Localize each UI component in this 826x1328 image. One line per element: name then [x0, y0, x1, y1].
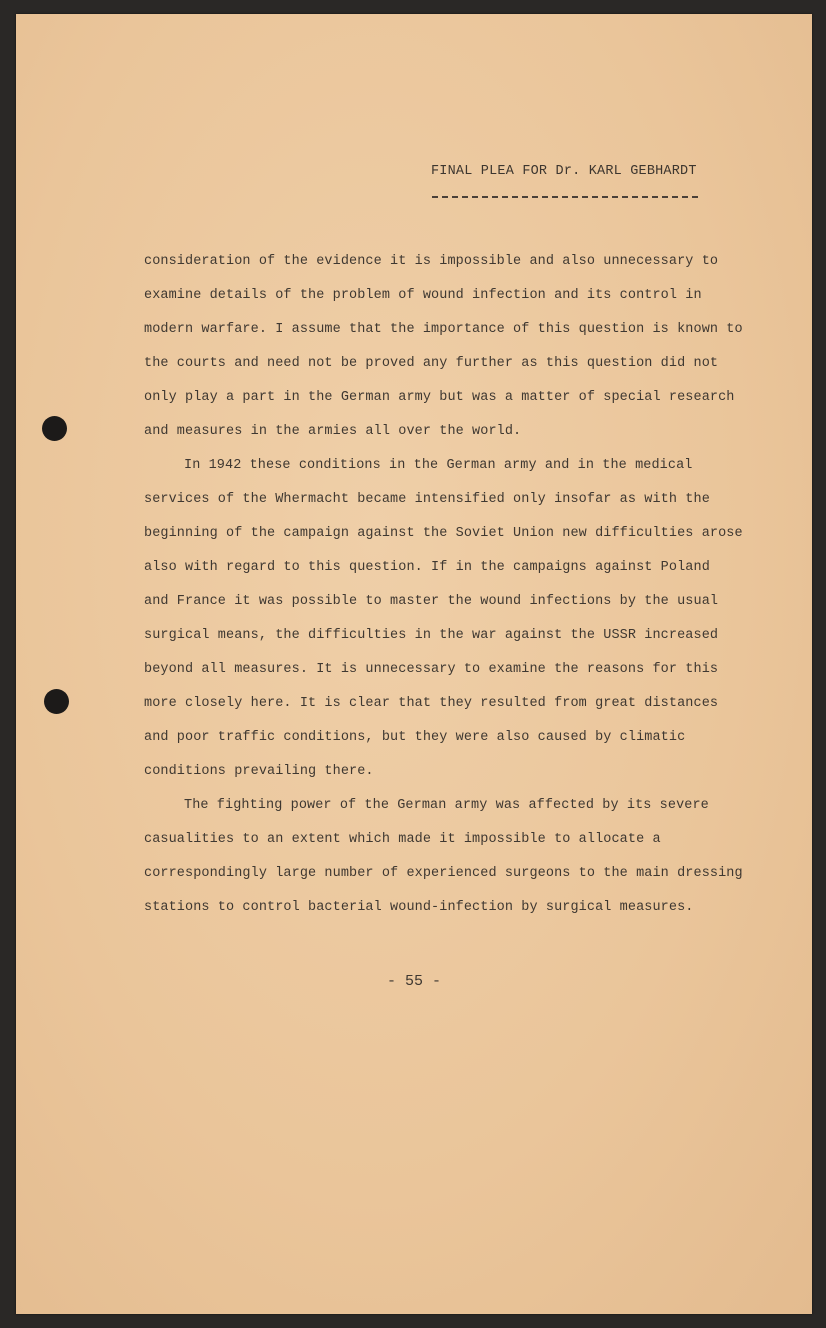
text-line: stations to control bacterial wound-infection by surgical measures. [144, 900, 694, 915]
punch-hole-top [42, 416, 67, 441]
text-line: services of the Whermacht became intensified only insofar as with the [144, 492, 710, 507]
text-line: beginning of the campaign against the Soviet Union new difficulties arose [144, 526, 743, 541]
text-line: consideration of the evidence it is impossible and also unnecessary to [144, 254, 719, 269]
page-number: - 55 - [386, 973, 441, 990]
text-line: more closely here. It is clear that they resulted from great distances [144, 696, 719, 711]
document-page [16, 14, 812, 1314]
text-line: surgical means, the difficulties in the war against the USSR increased [144, 628, 719, 643]
text-line: In 1942 these conditions in the German army and in the medical [184, 458, 693, 473]
text-line: also with regard to this question. If in the campaigns against Poland [144, 560, 710, 575]
text-line: examine details of the problem of wound infection and its control in [144, 288, 702, 303]
text-line: only play a part in the German army but was a matter of special research [144, 390, 735, 405]
text-line: and France it was possible to master the wound infections by the usual [144, 594, 719, 609]
text-line: modern warfare. I assume that the importance of this question is known to [144, 322, 743, 337]
page-header-title: FINAL PLEA FOR Dr. KARL GEBHARDT [431, 164, 697, 179]
body-text [144, 245, 754, 925]
text-line: correspondingly large number of experienced surgeons to the main dressing [144, 866, 743, 881]
text-line: and measures in the armies all over the world. [144, 424, 522, 439]
text-line: The fighting power of the German army was affected by its severe [184, 798, 709, 813]
text-line: the courts and need not be proved any further as this question did not [144, 356, 719, 371]
text-line: casualities to an extent which made it impossible to allocate a [144, 832, 661, 847]
text-line: conditions prevailing there. [144, 764, 374, 779]
punch-hole-bottom [44, 689, 69, 714]
text-line: and poor traffic conditions, but they were also caused by climatic [144, 730, 686, 745]
header-underline [432, 196, 698, 198]
text-line: beyond all measures. It is unnecessary to examine the reasons for this [144, 662, 719, 677]
